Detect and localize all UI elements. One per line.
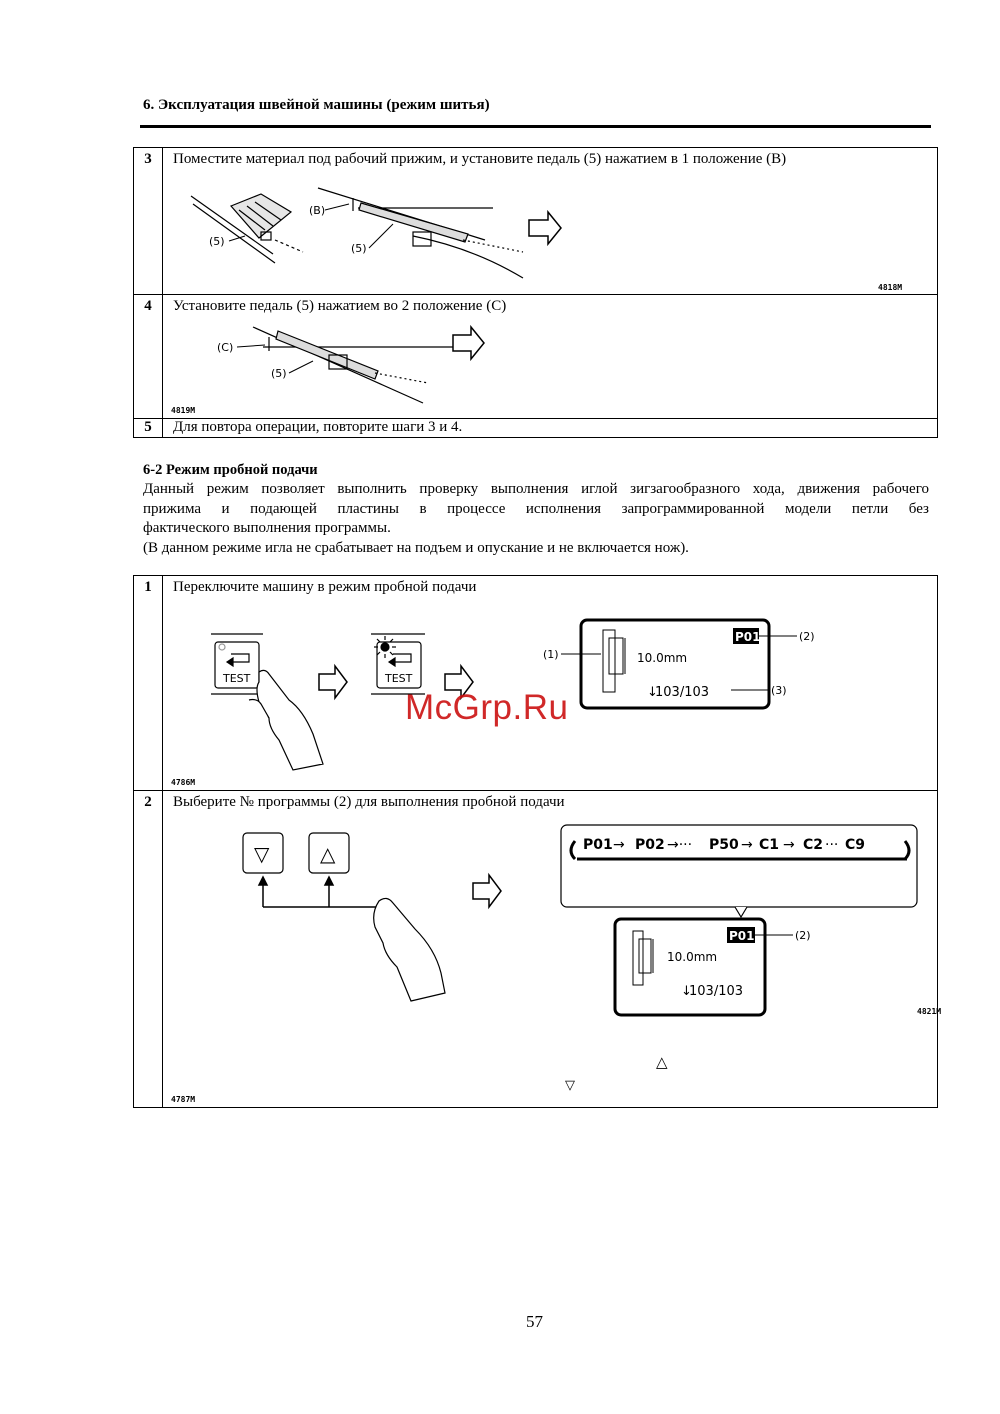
section-header: 6. Эксплуатация швейной машины (режим шитья) (143, 97, 490, 113)
seq-item: C9 (845, 837, 866, 853)
figure-code: 4787M (171, 1095, 196, 1104)
length-value: 10.0mm (667, 950, 718, 964)
step-text: Для повтора операции, повторите шаги 3 и 4. (173, 419, 463, 435)
down-key-label: ▽ (254, 842, 270, 866)
indicator-light-icon (374, 636, 396, 658)
finger-icon (374, 898, 445, 1001)
key-arrows (259, 877, 381, 907)
page-number: 57 (526, 1312, 543, 1331)
up-key-label: △ (320, 842, 336, 866)
seq-item: C2 (803, 837, 824, 853)
step-text: Поместите материал под рабочий прижим, и установите педаль (5) нажатием в 1 положение (B) (173, 151, 787, 167)
needle-icon: ↓ (647, 685, 658, 700)
arrow-right-icon (529, 212, 561, 244)
seq-item: C1 (759, 837, 780, 853)
program-number: P01 (729, 929, 755, 943)
step-number: 2 (134, 791, 163, 1108)
pedal-illustration-b (163, 148, 939, 295)
step-number: 5 (134, 419, 163, 438)
part-label: (5) (271, 367, 287, 380)
up-key-label: △ (656, 1053, 668, 1071)
program-number: P01 (735, 630, 761, 644)
pedal-illustration-c (163, 295, 939, 419)
watermark: McGrp.Ru (405, 688, 569, 727)
step-text: Переключите машину в режим пробной подачи (173, 579, 477, 595)
section-title: 6-2 Режим пробной подачи (143, 462, 318, 478)
test-label: TEST (385, 672, 413, 685)
step-text: Выберите № программы (2) для выполнения пробной подачи (173, 794, 565, 810)
step-cell (163, 295, 938, 419)
step-cell (163, 419, 938, 438)
seq-item: P01 (583, 837, 613, 853)
seq-arrow-icon: →··· (667, 837, 693, 853)
step-text: Установите педаль (5) нажатием во 2 положение (C) (173, 298, 507, 314)
pedal-side-view-icon (318, 188, 523, 278)
pedal-icon (191, 194, 303, 263)
position-c-label: (C) (217, 341, 234, 354)
step-number: 1 (134, 576, 163, 791)
steps-table-1 (133, 147, 938, 438)
pedal-label: (5) (209, 235, 225, 248)
paragraph-line: Данный режим позволяет выполнить проверку выполнения иглой зигзагообразного хода, движения рабочего (143, 481, 929, 497)
seq-arrow-icon: → (613, 837, 625, 853)
figure-code: 4786M (171, 778, 196, 787)
length-value: 10.0mm (637, 651, 688, 665)
finger-icon (249, 670, 323, 770)
test-label: TEST (223, 672, 251, 685)
figure-code: 4819M (171, 406, 196, 415)
step-number: 4 (134, 295, 163, 419)
arrow-right-icon (453, 327, 484, 359)
callout-3: (3) (771, 684, 787, 697)
step-cell (163, 791, 942, 1108)
arrow-right-icon (319, 666, 347, 698)
pedal-side-view-icon (253, 327, 463, 403)
arrow-right-icon (473, 875, 501, 907)
seq-item: P02 (635, 837, 665, 853)
stitch-counter: 103/103 (655, 685, 710, 700)
paragraph-line: фактического выполнения программы. (143, 520, 391, 536)
paragraph-line: (В данном режиме игла не срабатывает на подъем и опускание и не включается нож). (143, 539, 689, 556)
figure-code: 4821M (917, 1007, 942, 1016)
seq-arrow-icon: ··· (825, 837, 839, 853)
callout-2: (2) (795, 929, 811, 942)
callout-2: (2) (799, 630, 815, 643)
step-number: 3 (134, 148, 163, 295)
seq-arrow-icon: → (741, 837, 753, 853)
figure-code: 4818M (878, 283, 903, 292)
seq-item: P50 (709, 837, 739, 853)
test-button-icon (211, 634, 263, 694)
callout-1: (1) (543, 648, 559, 661)
section-paragraph (143, 480, 929, 558)
step-cell (163, 576, 938, 791)
stitch-counter: 103/103 (689, 984, 744, 999)
steps-table-2 (133, 575, 942, 1108)
step-cell (163, 148, 938, 295)
test-button-lit-icon (371, 634, 425, 694)
seq-arrow-icon: → (783, 837, 795, 853)
down-key-label: ▽ (565, 1078, 575, 1093)
header-rule (140, 125, 931, 128)
part-label: (5) (351, 242, 367, 255)
position-b-label: (B) (309, 204, 326, 217)
needle-icon: ↓ (681, 984, 692, 999)
program-select-illustration (163, 791, 942, 1108)
test-mode-illustration (163, 576, 939, 791)
paragraph-line: прижима и подающей пластины в процессе исполнения запрограммированной модели петли без (143, 500, 929, 517)
